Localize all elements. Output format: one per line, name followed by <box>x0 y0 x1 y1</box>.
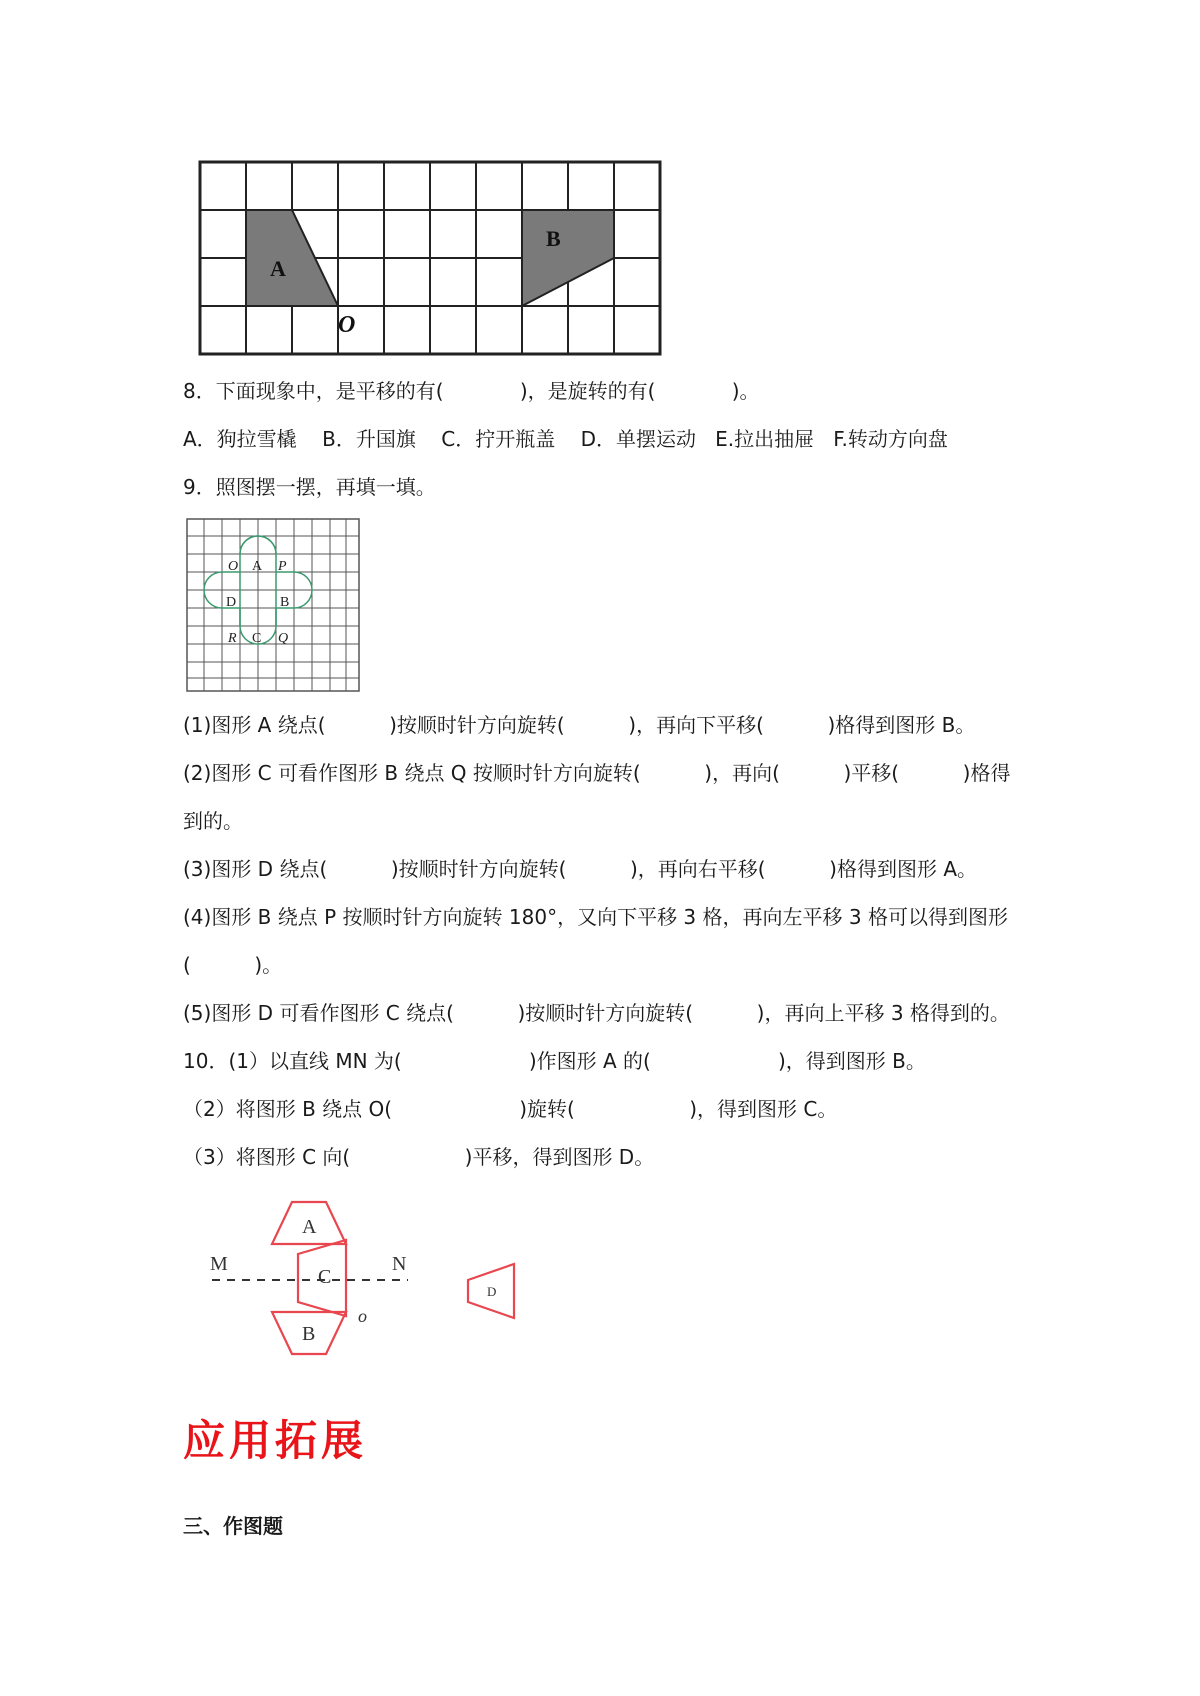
label-c: C <box>318 1266 332 1288</box>
q9-part-5: (5)图形 D 可看作图形 C 绕点( )按顺时针方向旋转( )，再向上平移 3 格得到的。 <box>183 1001 1010 1025</box>
label-b: B <box>302 1323 316 1345</box>
label-o: O <box>338 312 356 338</box>
point-o: O <box>228 559 239 574</box>
label-d: D <box>487 1284 497 1299</box>
grid-figure-ab <box>198 160 668 360</box>
q10-part-3: （3）将图形 C 向( )平移，得到图形 D。 <box>183 1145 655 1169</box>
point-q: Q <box>278 631 289 646</box>
q9-part-2: (2)图形 C 可看作图形 B 绕点 Q 按顺时针方向旋转( )，再向( )平移( )格得 <box>183 761 1011 785</box>
q10-part-1: 10．(1）以直线 MN 为( )作图形 A 的( )，得到图形 B。 <box>183 1049 926 1073</box>
q9-part-4: (4)图形 B 绕点 P 按顺时针方向旋转 180°，又向下平移 3 格，再向左平移 3 格可以得到图形 <box>183 905 1008 929</box>
label-b: B <box>546 226 561 251</box>
label-m: M <box>210 1253 228 1275</box>
point-p: P <box>278 559 287 574</box>
q9-part-1: (1)图形 A 绕点( )按顺时针方向旋转( )，再向下平移( )格得到图形 B。 <box>183 713 976 737</box>
shape-d-label: D <box>226 595 237 610</box>
q9-part-4-cont: ( )。 <box>183 953 283 977</box>
shape-c-label: C <box>252 631 262 646</box>
section-heading: 应用拓展 <box>183 1416 368 1465</box>
q10-part-2: （2）将图形 B 绕点 O( )旋转( )，得到图形 C。 <box>183 1097 838 1121</box>
label-a: A <box>302 1216 317 1238</box>
shape-a-label: A <box>252 559 263 574</box>
q9-question: 9．照图摆一摆，再填一填。 <box>183 475 436 499</box>
label-o: o <box>358 1306 367 1326</box>
point-r: R <box>228 631 237 646</box>
q9-part-2-cont: 到的。 <box>183 809 243 833</box>
label-n: N <box>392 1253 407 1275</box>
q9-part-3: (3)图形 D 绕点( )按顺时针方向旋转( )，再向右平移( )格得到图形 A。 <box>183 857 978 881</box>
grid-figure-flower <box>186 518 366 696</box>
label-a: A <box>270 256 286 281</box>
section-title: 三、作图题 <box>183 1514 283 1538</box>
shape-b-label: B <box>280 595 290 610</box>
trapezoid-figure <box>200 1190 660 1380</box>
q8-options: A．狗拉雪橇 B．升国旗 C．拧开瓶盖 D．单摆运动 E.拉出抽屉 F.转动方向盘 <box>183 427 948 451</box>
q8-question: 8．下面现象中，是平移的有( )，是旋转的有( )。 <box>183 379 760 403</box>
